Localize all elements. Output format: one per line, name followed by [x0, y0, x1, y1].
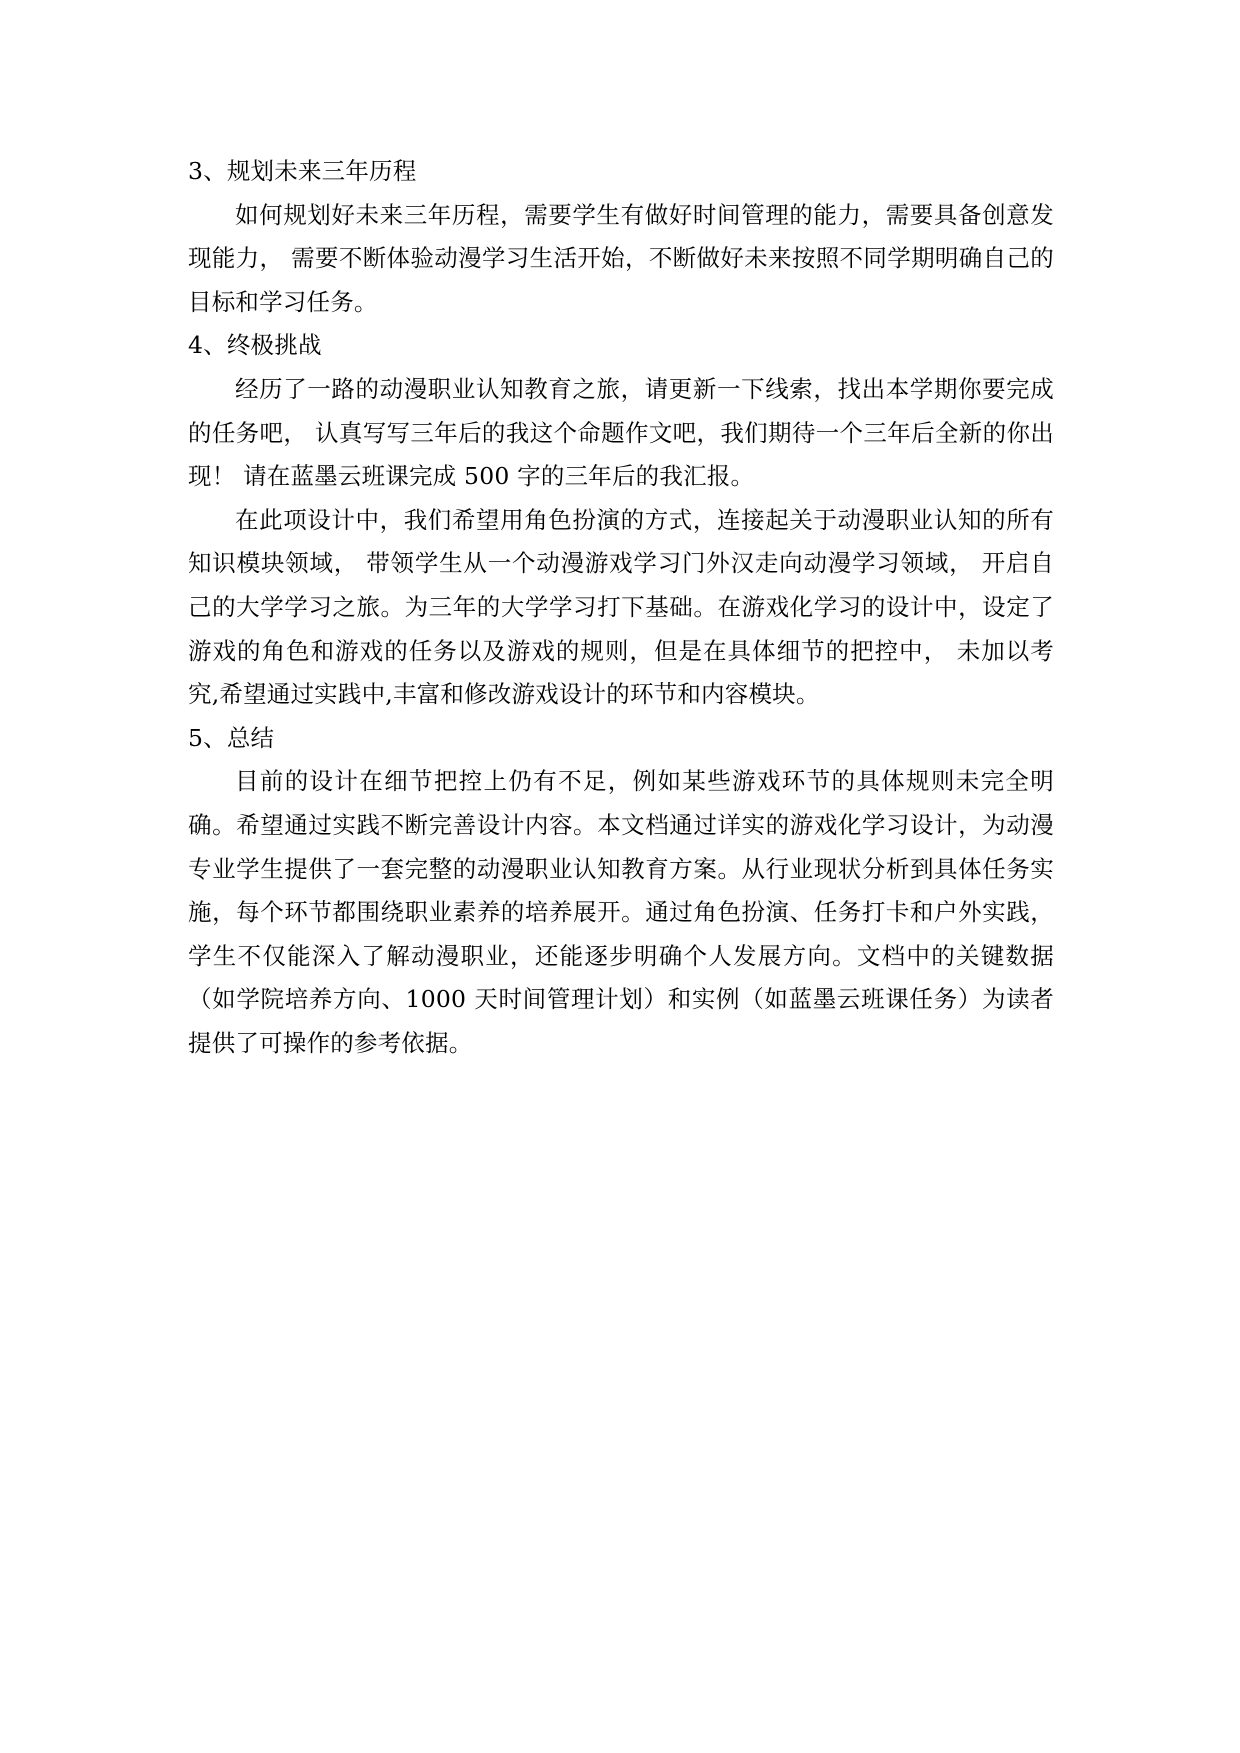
- paragraph-design-reflection: 在此项设计中，我们希望用角色扮演的方式，连接起关于动漫职业认知的所有知识模块领域， 带领学生从一个动漫游戏学习门外汉走向动漫学习领域， 开启自己的大学学习之旅。为三年的大学学习打下基础。在游戏化学习的设计中，设定了游戏的角色和游戏的任务以及游戏的规则，但是在具体细节的把控中， 未加以考究,希望通过实践中,丰富和修改游戏设计的环节和内容模块。: [188, 505, 1054, 709]
- document-body: [188, 150, 1054, 1065]
- section-heading-ultimate-challenge: 4、终极挑战: [188, 331, 322, 360]
- paragraph-summary: 目前的设计在细节把控上仍有不足，例如某些游戏环节的具体规则未完全明确。希望通过实践不断完善设计内容。本文档通过详实的游戏化学习设计，为动漫专业学生提供了一套完整的动漫职业认知教育方案。从行业现状分析到具体任务实施，每个环节都围绕职业素养的培养展开。通过角色扮演、任务打卡和户外实践，学生不仅能深入了解动漫职业，还能逐步明确个人发展方向。文档中的关键数据（如学院培养方向、1000 天时间管理计划）和实例（如蓝墨云班课任务）为读者提供了可操作的参考依据。: [188, 767, 1054, 1057]
- section-heading-summary: 5、总结: [188, 723, 275, 752]
- section-heading-planning: 3、规划未来三年历程: [188, 157, 417, 185]
- paragraph-challenge: 经历了一路的动漫职业认知教育之旅，请更新一下线索，找出本学期你要完成的任务吧， 认真写写三年后的我这个命题作文吧，我们期待一个三年后全新的你出现！ 请在蓝墨云班课完成 500 字的三年后的我汇报。: [188, 374, 1054, 491]
- paragraph-planning: 如何规划好未来三年历程，需要学生有做好时间管理的能力，需要具备创意发现能力， 需要不断体验动漫学习生活开始，不断做好未来按照不同学期明确自己的目标和学习任务。: [188, 200, 1054, 316]
